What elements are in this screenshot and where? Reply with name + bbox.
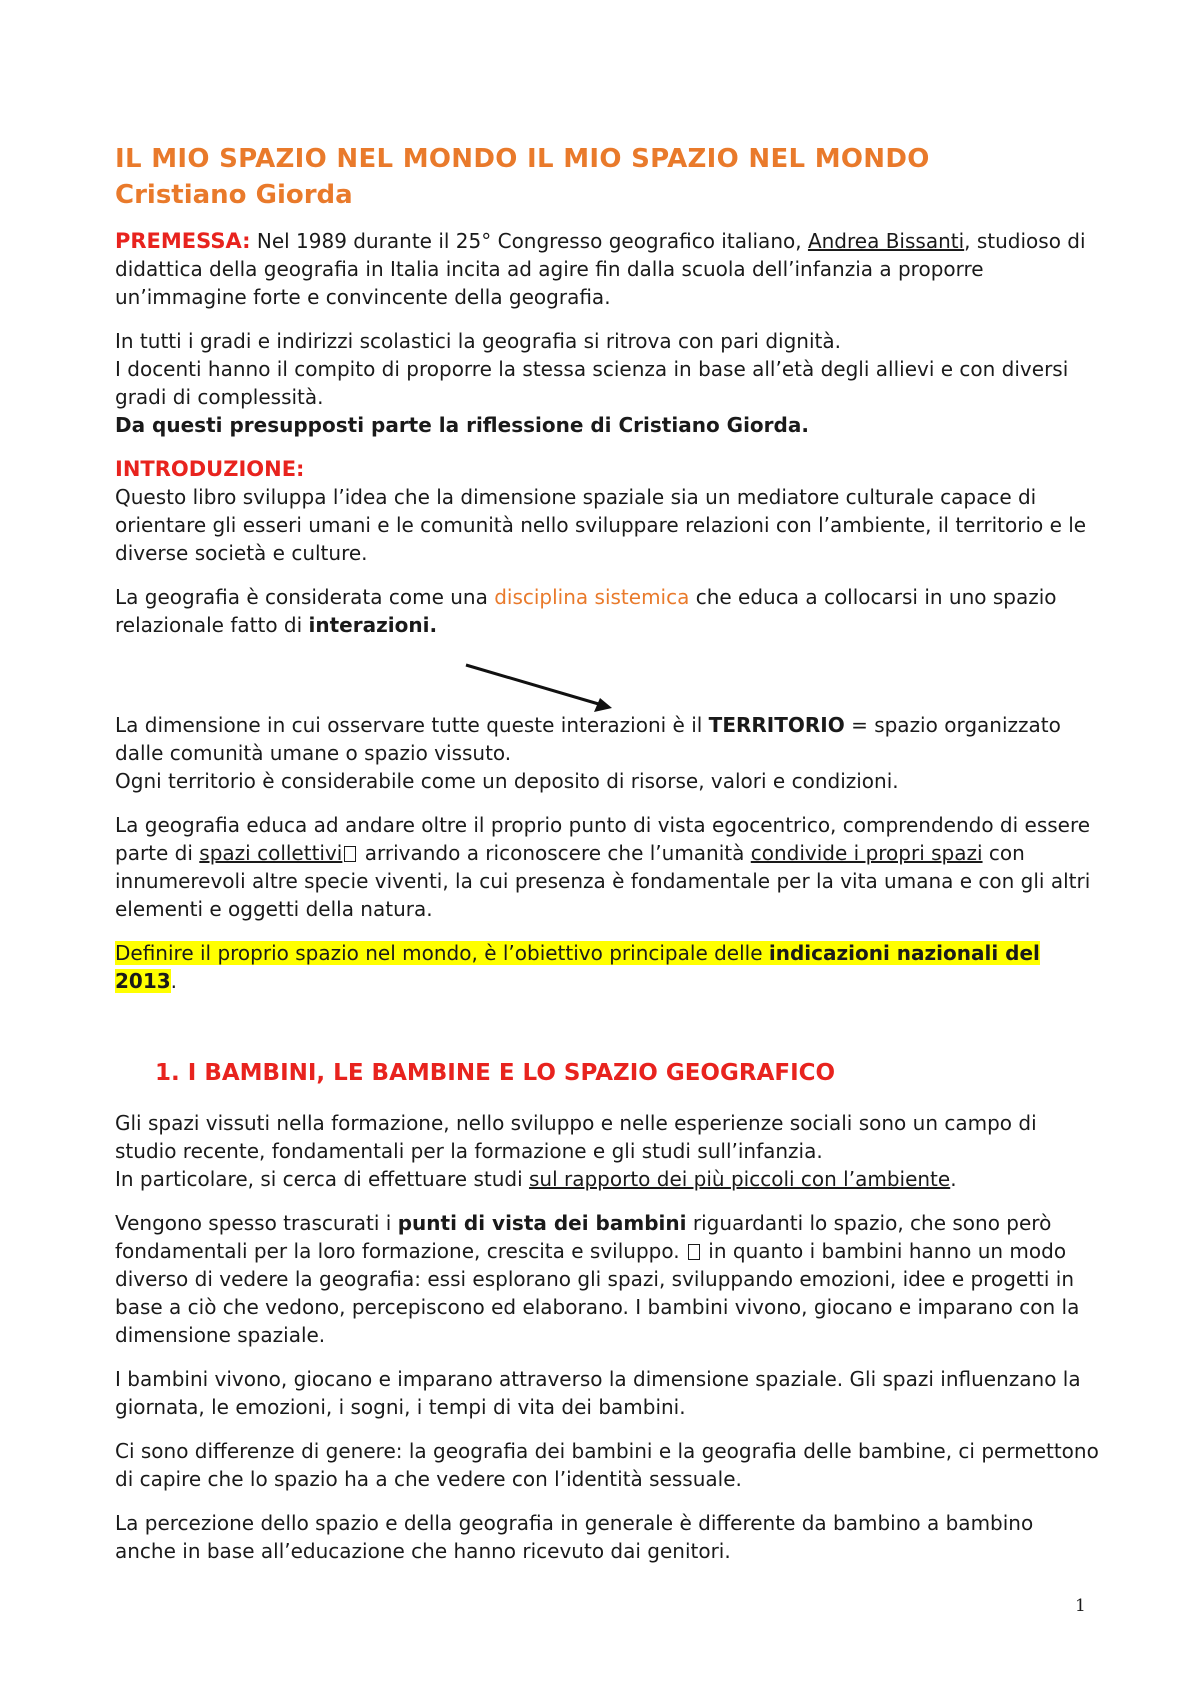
intro-p6-a: Definire il proprio spazio nel mondo, è l’obiettivo principale delle — [115, 941, 769, 965]
missing-glyph-icon — [688, 1244, 700, 1260]
page-number: 1 — [1075, 1596, 1086, 1616]
intro-p2-highlight: disciplina sistemica — [494, 585, 690, 609]
intro-p4: Ogni territorio è considerabile come un deposito di risorse, valori e condizioni. — [115, 769, 899, 793]
section-1-heading: 1. I BAMBINI, LE BAMBINE E LO SPAZIO GEOGRAFICO — [155, 1060, 836, 1086]
arrow-spacer — [115, 655, 1100, 711]
intro-p3-bold: TERRITORIO — [708, 713, 845, 737]
premessa-text-2: , studioso di didattica della geografia in Italia incita ad agire fin dalla scuola dell’infanzia a proporre un’immagine forte e convincente della geografia. — [115, 229, 1086, 309]
s1-p3-b: riguardanti lo spazio, che sono però fondamentali per la loro formazione, crescita e sviluppo. — [115, 1211, 1052, 1263]
s1-p3-bold: punti di vista dei bambini — [397, 1211, 687, 1235]
section1-paragraph-1 — [115, 1109, 1100, 1193]
premessa-block-2 — [115, 327, 1100, 439]
section1-paragraph-5: Ci sono differenze di genere: la geografia dei bambini e la geografia delle bambine, ci permettono di capire che lo spazio ha a che vedere con l’identità sessuale. — [115, 1439, 1099, 1491]
s1-p1: Gli spazi vissuti nella formazione, nello sviluppo e nelle esperienze sociali sono un campo di studio recente, fondamentali per la formazione e gli studi sull’infanzia. — [115, 1111, 1037, 1163]
intro-p6-b: . — [170, 969, 178, 993]
premessa-p2: In tutti i gradi e indirizzi scolastici la geografia si ritrova con pari dignità. — [115, 329, 841, 353]
section1-paragraph-3 — [115, 1209, 1100, 1349]
intro-p5-b: arrivando a riconoscere che l’umanità — [358, 841, 751, 865]
section1-paragraph-4: I bambini vivono, giocano e imparano attraverso la dimensione spaziale. Gli spazi influenzano la giornata, le emozioni, i sogni, i tempi di vita dei bambini. — [115, 1367, 1081, 1419]
document-body — [115, 141, 1100, 1581]
intro-paragraph-1: Questo libro sviluppa l’idea che la dimensione spaziale sia un mediatore culturale capace di orientare gli esseri umani e le comunità nello sviluppare relazioni con l’ambiente, il territorio e le diverse società e culture. — [115, 485, 1087, 565]
intro-p2-b: che educa a collocarsi in uno spazio relazionale fatto di — [115, 585, 1057, 637]
author-name-link: Andrea Bissanti — [807, 229, 965, 253]
document-author: Cristiano Giorda — [115, 180, 353, 210]
intro-p5-a: La geografia educa ad andare oltre il proprio punto di vista egocentrico, comprendendo di essere parte di — [115, 813, 1091, 865]
intro-p5-c: con innumerevoli altre specie viventi, la cui presenza è fondamentale per la vita umana e con gli altri elementi e oggetti della natura. — [115, 841, 1091, 921]
premessa-p3: I docenti hanno il compito di proporre la stessa scienza in base all’età degli allievi e con diversi gradi di complessità. — [115, 357, 1069, 409]
intro-p2-a: La geografia è considerata come una — [115, 585, 495, 609]
intro-p6-bold: indicazioni nazionali del 2013 — [115, 941, 1040, 993]
introduzione-label: INTRODUZIONE: — [115, 457, 305, 481]
intro-paragraph-5 — [115, 811, 1100, 923]
s1-p2-b: . — [950, 1167, 957, 1191]
intro-paragraph-3 — [115, 711, 1100, 795]
intro-p5-underline-2: condivide i propri spazi — [750, 841, 983, 865]
premessa-paragraph — [115, 227, 1100, 311]
intro-p2-bold: interazioni. — [308, 613, 438, 637]
premessa-text-1: Nel 1989 durante il 25° Congresso geografico italiano, — [250, 229, 808, 253]
s1-p2-underline: sul rapporto dei più piccoli con l’ambiente — [528, 1167, 951, 1191]
section1-paragraph-6: La percezione dello spazio e della geografia in generale è differente da bambino a bambino anche in base all’educazione che hanno ricevuto dai genitori. — [115, 1511, 1034, 1563]
intro-p5-underline-1: spazi collettivi — [199, 841, 343, 865]
intro-p3-a: La dimensione in cui osservare tutte queste interazioni è il — [115, 713, 709, 737]
intro-paragraph-2 — [115, 583, 1100, 639]
premessa-p4: Da questi presupposti parte la riflessione di Cristiano Giorda. — [115, 413, 809, 437]
intro-paragraph-6 — [115, 939, 1100, 995]
intro-p3-b: = spazio organizzato dalle comunità umane o spazio vissuto. — [115, 713, 1061, 765]
s1-p3-c: in quanto i bambini hanno un modo diverso di vedere la geografia: essi esplorano gli spazi, sviluppando emozioni, idee e progetti in base a ciò che vedono, percepiscono ed elaborano. I bambini vivono, giocano e imparano con la dimensione spaziale. — [115, 1239, 1080, 1347]
premessa-label: PREMESSA: — [115, 229, 251, 253]
missing-glyph-icon — [344, 846, 356, 862]
s1-p3-a: Vengono spesso trascurati i — [115, 1211, 398, 1235]
document-title: IL MIO SPAZIO NEL MONDO IL MIO SPAZIO NEL MONDO — [115, 144, 930, 174]
s1-p2-a: In particolare, si cerca di effettuare studi — [115, 1167, 529, 1191]
